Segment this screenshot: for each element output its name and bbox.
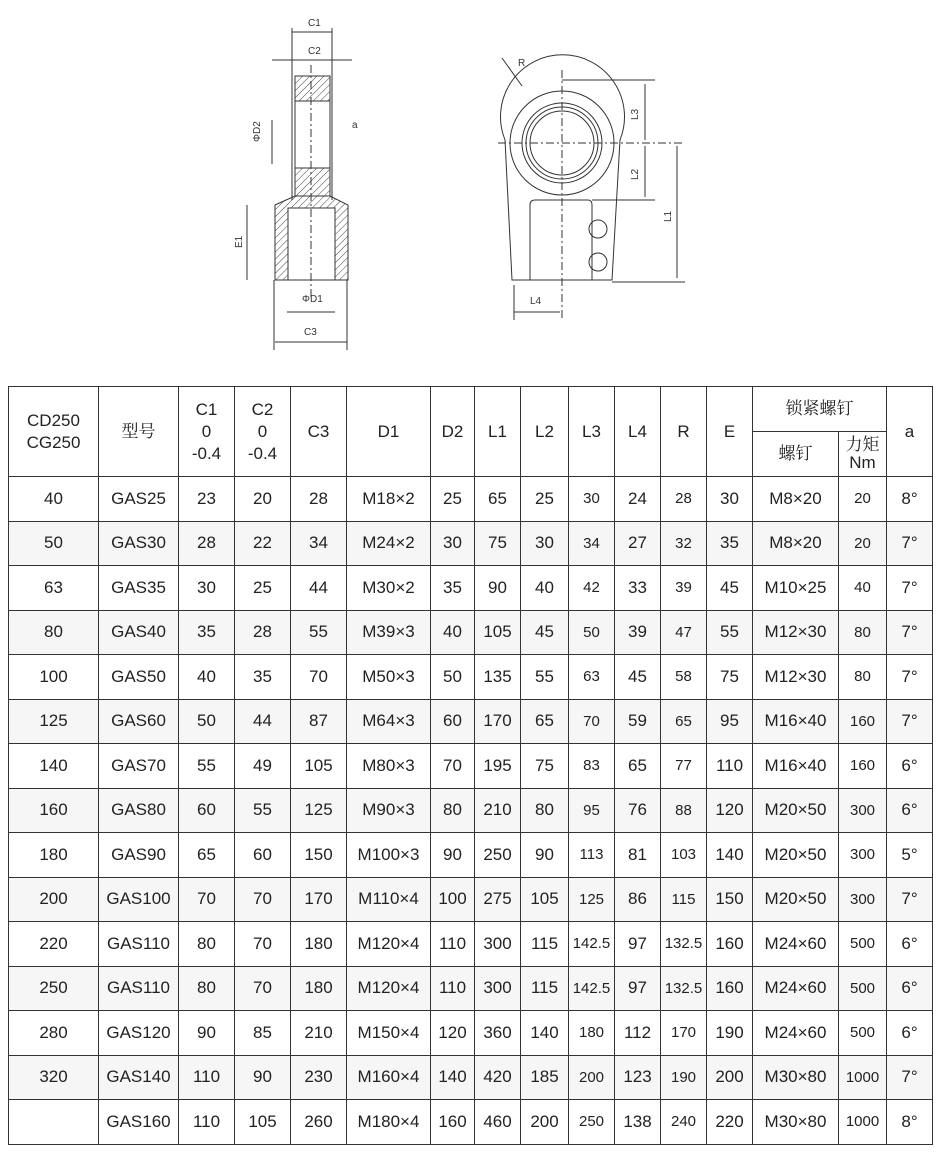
cell-d1: M18×2 [347,477,431,522]
cell-l4: 76 [615,788,661,833]
cell-r: 77 [661,744,707,789]
cell-r: 58 [661,655,707,700]
cell-series: 80 [9,610,99,655]
cell-l3: 95 [569,788,615,833]
cell-l4: 45 [615,655,661,700]
cell-l1: 460 [475,1100,521,1145]
cell-r: 65 [661,699,707,744]
cell-d1: M24×2 [347,521,431,566]
header-c2: C2 0 -0.4 [235,387,291,477]
cell-series: 160 [9,788,99,833]
cell-d1: M90×3 [347,788,431,833]
cell-screw: M8×20 [753,477,839,522]
cell-d2: 40 [431,610,475,655]
header-l4: L4 [615,387,661,477]
cell-torque: 160 [839,744,887,789]
cell-d1: M80×3 [347,744,431,789]
cell-torque: 1000 [839,1100,887,1145]
cell-c1: 50 [179,699,235,744]
cell-d2: 60 [431,699,475,744]
cell-l2: 65 [521,699,569,744]
cell-c2: 90 [235,1055,291,1100]
cell-c3: 87 [291,699,347,744]
cell-l1: 75 [475,521,521,566]
cell-e: 220 [707,1100,753,1145]
cell-e: 75 [707,655,753,700]
cell-l3: 142.5 [569,966,615,1011]
cell-c1: 70 [179,877,235,922]
label-c2: C2 [308,46,321,57]
cell-d2: 120 [431,1011,475,1056]
cell-d2: 70 [431,744,475,789]
cell-model: GAS50 [99,655,179,700]
cell-e: 160 [707,922,753,967]
cell-l4: 33 [615,566,661,611]
header-l1: L1 [475,387,521,477]
cell-d1: M150×4 [347,1011,431,1056]
cell-c3: 210 [291,1011,347,1056]
cell-r: 88 [661,788,707,833]
cell-d2: 80 [431,788,475,833]
cell-series: 320 [9,1055,99,1100]
header-e: E [707,387,753,477]
cell-a: 5° [887,833,933,878]
cell-series: 50 [9,521,99,566]
cell-c1: 30 [179,566,235,611]
cell-l1: 195 [475,744,521,789]
cell-l2: 185 [521,1055,569,1100]
cell-screw: M12×30 [753,610,839,655]
cell-model: GAS25 [99,477,179,522]
cell-torque: 300 [839,877,887,922]
table-row [9,1100,933,1145]
cell-d2: 25 [431,477,475,522]
cell-r: 240 [661,1100,707,1145]
cell-model: GAS35 [99,566,179,611]
cell-d1: M180×4 [347,1100,431,1145]
cell-d2: 35 [431,566,475,611]
cell-series: 280 [9,1011,99,1056]
cell-d1: M160×4 [347,1055,431,1100]
cell-l2: 25 [521,477,569,522]
cell-c2: 85 [235,1011,291,1056]
side-view [247,28,352,350]
cell-c1: 80 [179,966,235,1011]
cell-screw: M10×25 [753,566,839,611]
cell-l2: 115 [521,922,569,967]
cell-l3: 250 [569,1100,615,1145]
cell-l2: 115 [521,966,569,1011]
cell-c3: 230 [291,1055,347,1100]
cell-c2: 20 [235,477,291,522]
cell-l3: 50 [569,610,615,655]
label-l1: L1 [663,210,674,222]
label-l4: L4 [530,296,542,307]
cell-series: 63 [9,566,99,611]
table-row [9,521,933,566]
cell-c3: 260 [291,1100,347,1145]
cell-e: 150 [707,877,753,922]
table-row [9,566,933,611]
cell-l1: 170 [475,699,521,744]
cell-d2: 160 [431,1100,475,1145]
cell-c3: 44 [291,566,347,611]
cell-l2: 55 [521,655,569,700]
cell-c1: 60 [179,788,235,833]
cell-c2: 105 [235,1100,291,1145]
cell-e: 160 [707,966,753,1011]
table-row [9,1055,933,1100]
cell-c2: 35 [235,655,291,700]
table-body [9,477,933,1145]
cell-r: 47 [661,610,707,655]
cell-l1: 300 [475,966,521,1011]
cell-series: 40 [9,477,99,522]
cell-l4: 112 [615,1011,661,1056]
cell-l3: 142.5 [569,922,615,967]
cell-r: 39 [661,566,707,611]
cell-series: 200 [9,877,99,922]
cell-model: GAS160 [99,1100,179,1145]
cell-c2: 70 [235,922,291,967]
cell-d1: M64×3 [347,699,431,744]
cell-screw: M20×50 [753,877,839,922]
cell-model: GAS120 [99,1011,179,1056]
cell-d2: 100 [431,877,475,922]
cell-c1: 110 [179,1100,235,1145]
cell-l3: 30 [569,477,615,522]
cell-screw: M20×50 [753,833,839,878]
table-row [9,1011,933,1056]
cell-model: GAS100 [99,877,179,922]
cell-l1: 250 [475,833,521,878]
cell-screw: M16×40 [753,699,839,744]
cell-c2: 25 [235,566,291,611]
table-row [9,744,933,789]
cell-c1: 65 [179,833,235,878]
cell-c2: 70 [235,877,291,922]
cell-screw: M12×30 [753,655,839,700]
front-view [498,55,685,320]
cell-a: 6° [887,744,933,789]
cell-l1: 65 [475,477,521,522]
table-row [9,922,933,967]
cell-e: 55 [707,610,753,655]
cell-l2: 30 [521,521,569,566]
cell-l1: 300 [475,922,521,967]
cell-l2: 140 [521,1011,569,1056]
cell-a: 8° [887,1100,933,1145]
table-row [9,610,933,655]
cell-a: 7° [887,877,933,922]
cell-l3: 200 [569,1055,615,1100]
header-d2: D2 [431,387,475,477]
cell-c1: 80 [179,922,235,967]
cell-l1: 360 [475,1011,521,1056]
label-r: R [518,58,526,69]
cell-torque: 40 [839,566,887,611]
cell-l4: 86 [615,877,661,922]
cell-c1: 23 [179,477,235,522]
table-row [9,833,933,878]
cell-model: GAS30 [99,521,179,566]
cell-r: 103 [661,833,707,878]
cell-l2: 90 [521,833,569,878]
cell-r: 170 [661,1011,707,1056]
cell-c2: 44 [235,699,291,744]
cell-torque: 20 [839,477,887,522]
cell-d2: 140 [431,1055,475,1100]
cell-l1: 90 [475,566,521,611]
cell-d1: M30×2 [347,566,431,611]
cell-l3: 125 [569,877,615,922]
cell-c2: 55 [235,788,291,833]
cell-d2: 110 [431,922,475,967]
table-row [9,877,933,922]
cell-a: 7° [887,655,933,700]
cell-d2: 50 [431,655,475,700]
cell-d1: M39×3 [347,610,431,655]
cell-l3: 83 [569,744,615,789]
cell-l1: 105 [475,610,521,655]
header-screw: 螺钉 [753,432,839,477]
cell-series: 100 [9,655,99,700]
cell-c2: 70 [235,966,291,1011]
cell-c1: 90 [179,1011,235,1056]
header-l2: L2 [521,387,569,477]
label-l3: L3 [630,108,641,120]
header-c1: C1 0 -0.4 [179,387,235,477]
cell-screw: M30×80 [753,1055,839,1100]
cell-model: GAS40 [99,610,179,655]
cell-e: 190 [707,1011,753,1056]
cell-d2: 110 [431,966,475,1011]
cell-e: 35 [707,521,753,566]
label-l2: L2 [630,168,641,180]
cell-screw: M24×60 [753,922,839,967]
label-c3: C3 [304,327,317,338]
table-row [9,966,933,1011]
cell-screw: M16×40 [753,744,839,789]
cell-model: GAS110 [99,922,179,967]
cell-r: 132.5 [661,922,707,967]
cell-torque: 300 [839,788,887,833]
cell-a: 6° [887,966,933,1011]
cell-l1: 275 [475,877,521,922]
cell-series [9,1100,99,1145]
cell-l4: 123 [615,1055,661,1100]
cell-r: 132.5 [661,966,707,1011]
cell-torque: 160 [839,699,887,744]
header-l3: L3 [569,387,615,477]
cell-c3: 180 [291,922,347,967]
cell-a: 8° [887,477,933,522]
cell-screw: M8×20 [753,521,839,566]
cell-e: 120 [707,788,753,833]
cell-series: 140 [9,744,99,789]
cell-l4: 97 [615,922,661,967]
cell-l4: 138 [615,1100,661,1145]
cell-l4: 81 [615,833,661,878]
cell-model: GAS60 [99,699,179,744]
table-row [9,477,933,522]
header-c3: C3 [291,387,347,477]
cell-c1: 28 [179,521,235,566]
cell-screw: M30×80 [753,1100,839,1145]
cell-c3: 180 [291,966,347,1011]
cell-l3: 63 [569,655,615,700]
cell-l4: 65 [615,744,661,789]
cell-series: 125 [9,699,99,744]
cell-d1: M110×4 [347,877,431,922]
cell-d1: M100×3 [347,833,431,878]
cell-torque: 500 [839,922,887,967]
cell-l3: 113 [569,833,615,878]
cell-torque: 80 [839,610,887,655]
cell-l2: 80 [521,788,569,833]
cell-r: 190 [661,1055,707,1100]
cell-c2: 22 [235,521,291,566]
cell-torque: 500 [839,966,887,1011]
cell-c3: 105 [291,744,347,789]
cell-l4: 97 [615,966,661,1011]
cell-a: 6° [887,788,933,833]
cell-l2: 40 [521,566,569,611]
cell-series: 180 [9,833,99,878]
cell-a: 7° [887,566,933,611]
cell-model: GAS140 [99,1055,179,1100]
cell-l1: 135 [475,655,521,700]
cell-torque: 500 [839,1011,887,1056]
header-torque: 力矩 Nm [839,432,887,477]
cell-torque: 300 [839,833,887,878]
rod-end-technical-drawing [230,0,700,360]
cell-c1: 40 [179,655,235,700]
cell-c3: 70 [291,655,347,700]
cell-l2: 45 [521,610,569,655]
cell-c3: 125 [291,788,347,833]
cell-l4: 59 [615,699,661,744]
cell-c2: 49 [235,744,291,789]
cell-a: 7° [887,521,933,566]
cell-l1: 420 [475,1055,521,1100]
cell-a: 6° [887,922,933,967]
cell-r: 115 [661,877,707,922]
cell-a: 7° [887,699,933,744]
dimensions-table [8,386,933,1145]
cell-screw: M24×60 [753,1011,839,1056]
cell-l2: 200 [521,1100,569,1145]
cell-c3: 170 [291,877,347,922]
cell-d1: M120×4 [347,966,431,1011]
header-lock-screw: 锁紧螺钉 [753,387,887,432]
label-d2: ΦD2 [252,121,263,142]
cell-torque: 1000 [839,1055,887,1100]
cell-d2: 90 [431,833,475,878]
cell-c2: 60 [235,833,291,878]
label-e1: E1 [234,235,245,248]
cell-d1: M120×4 [347,922,431,967]
cell-e: 110 [707,744,753,789]
header-r: R [661,387,707,477]
header-a: a [887,387,933,477]
cell-d2: 30 [431,521,475,566]
cell-l3: 42 [569,566,615,611]
cell-c1: 55 [179,744,235,789]
label-d1: ΦD1 [302,294,323,305]
cell-c3: 28 [291,477,347,522]
cell-l4: 39 [615,610,661,655]
cell-series: 250 [9,966,99,1011]
cell-model: GAS70 [99,744,179,789]
cell-model: GAS90 [99,833,179,878]
cell-c1: 110 [179,1055,235,1100]
cell-screw: M20×50 [753,788,839,833]
cell-e: 45 [707,566,753,611]
label-a: a [352,120,358,131]
cell-series: 220 [9,922,99,967]
header-model: 型号 [99,387,179,477]
cell-c1: 35 [179,610,235,655]
cell-c3: 34 [291,521,347,566]
table-row [9,655,933,700]
cell-l3: 180 [569,1011,615,1056]
cell-a: 6° [887,1011,933,1056]
header-d1: D1 [347,387,431,477]
cell-l4: 27 [615,521,661,566]
cell-e: 95 [707,699,753,744]
cell-a: 7° [887,610,933,655]
cell-l1: 210 [475,788,521,833]
cell-l2: 75 [521,744,569,789]
label-c1: C1 [308,18,321,29]
cell-r: 28 [661,477,707,522]
cell-torque: 80 [839,655,887,700]
table-row [9,788,933,833]
cell-l2: 105 [521,877,569,922]
cell-torque: 20 [839,521,887,566]
cell-screw: M24×60 [753,966,839,1011]
cell-e: 30 [707,477,753,522]
cell-l3: 34 [569,521,615,566]
header-series: CD250 CG250 [9,387,99,477]
cell-c2: 28 [235,610,291,655]
cell-c3: 55 [291,610,347,655]
cell-e: 200 [707,1055,753,1100]
cell-d1: M50×3 [347,655,431,700]
cell-e: 140 [707,833,753,878]
cell-r: 32 [661,521,707,566]
cell-a: 7° [887,1055,933,1100]
cell-l4: 24 [615,477,661,522]
cell-c3: 150 [291,833,347,878]
cell-model: GAS110 [99,966,179,1011]
table-row [9,699,933,744]
cell-model: GAS80 [99,788,179,833]
cell-l3: 70 [569,699,615,744]
